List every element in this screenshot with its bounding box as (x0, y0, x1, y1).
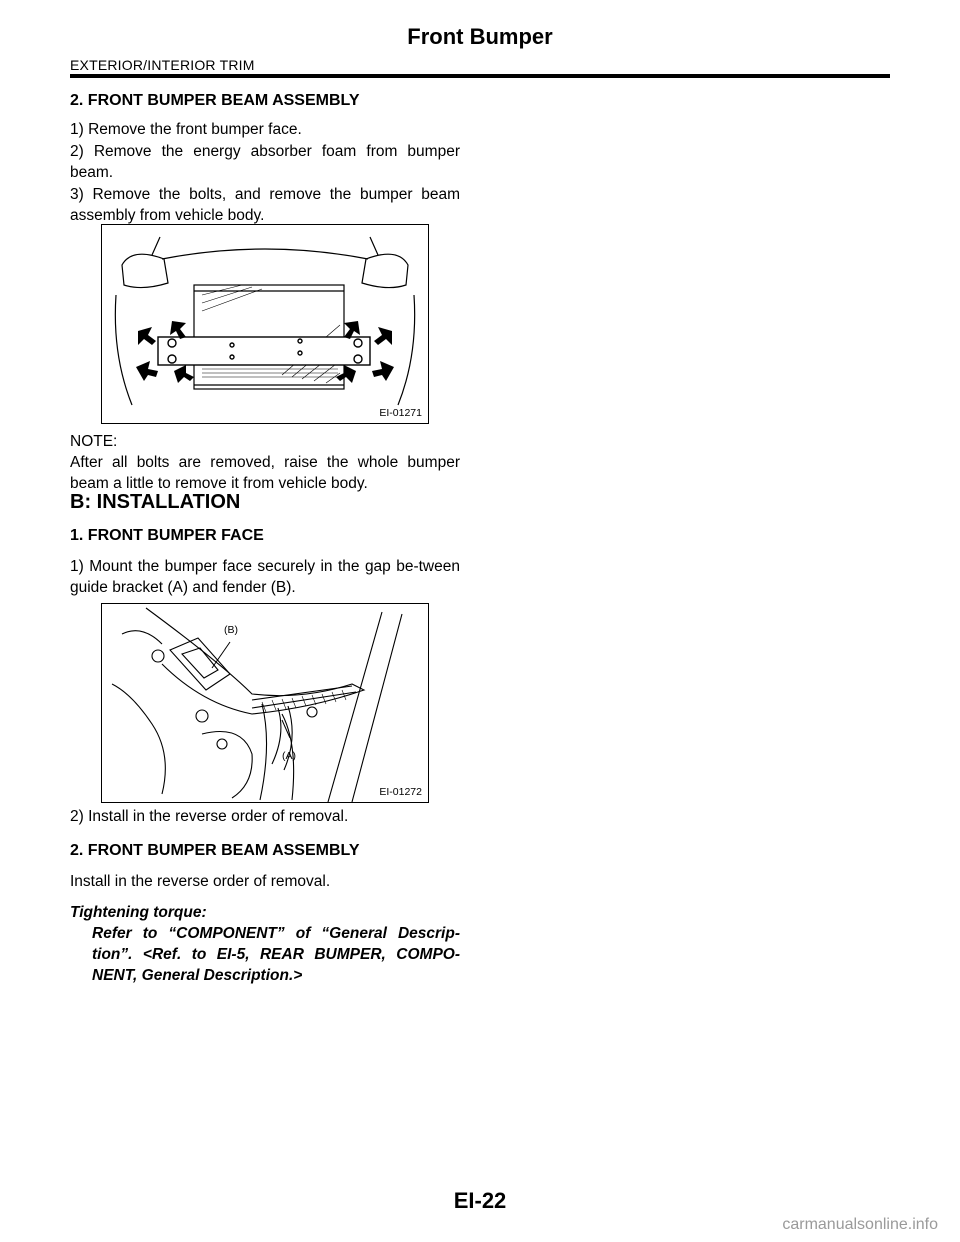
note-label: NOTE: (70, 433, 118, 450)
removal-step-1: 1) Remove the front bumper face. (70, 121, 302, 138)
bumper-beam-figure (101, 224, 429, 424)
figure-id: EI-01271 (379, 407, 422, 419)
installation-section (70, 492, 460, 598)
note-section (70, 431, 460, 494)
removal-beam-section (70, 90, 460, 226)
beam-assembly-text: Install in the reverse order of removal. (70, 873, 331, 890)
face-step-2: 2) Install in the reverse order of removal. (70, 808, 349, 825)
removal-beam-heading: 2. FRONT BUMPER BEAM ASSEMBLY (70, 92, 360, 109)
tightening-torque-label: Tightening torque: (70, 904, 207, 921)
header-divider (70, 74, 890, 78)
tightening-torque-text: Refer to “COMPONENT” of “General Descrip-tion”. <Ref. to EI-5, REAR BUMPER, COMPO-NENT, General Description.> (92, 925, 460, 984)
installation-heading: B: INSTALLATION (70, 491, 241, 513)
callout-a-label: (A) (282, 750, 296, 762)
guide-bracket-figure (101, 603, 429, 803)
figure-id: EI-01272 (379, 786, 422, 798)
callout-b-label: (B) (224, 624, 238, 636)
beam-assembly-heading: 2. FRONT BUMPER BEAM ASSEMBLY (70, 842, 360, 859)
page-number: EI-22 (453, 1188, 507, 1213)
watermark: carmanualsonline.info (782, 1216, 938, 1233)
removal-step-3: 3) Remove the bolts, and remove the bumper beam assembly from vehicle body. (70, 186, 460, 224)
bumper-beam-illustration (102, 225, 428, 423)
guide-bracket-illustration (102, 604, 428, 802)
removal-step-2: 2) Remove the energy absorber foam from bumper beam. (70, 143, 460, 181)
page-title: Front Bumper (407, 24, 553, 49)
installation-continued (70, 806, 460, 986)
section-label: EXTERIOR/INTERIOR TRIM (70, 57, 255, 73)
front-bumper-face-heading: 1. FRONT BUMPER FACE (70, 527, 264, 544)
note-text: After all bolts are removed, raise the whole bumper beam a little to remove it from vehicle body. (70, 454, 460, 492)
face-step-1: 1) Mount the bumper face securely in the gap be-tween guide bracket (A) and fender (B). (70, 558, 460, 596)
